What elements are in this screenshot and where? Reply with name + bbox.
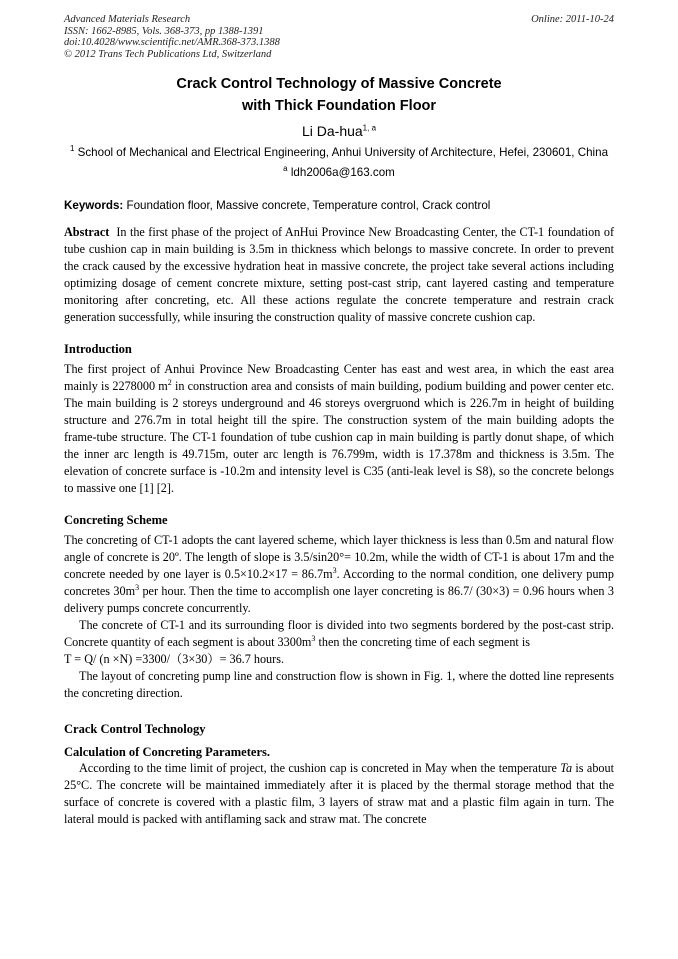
title-line-1: Crack Control Technology of Massive Concrete <box>176 76 502 92</box>
scheme-paragraph-1 <box>64 532 614 617</box>
journal-header <box>64 14 614 60</box>
intro-text-a: The first project of Anhui Province New Broadcasting Center has east and west area, in which the east area mainly is 2278000 m <box>64 362 614 393</box>
abstract-label: Abstract <box>64 225 110 239</box>
title-line-2: with Thick Foundation Floor <box>241 98 437 114</box>
intro-sup: 2 <box>167 377 172 387</box>
intro-paragraph <box>64 361 614 497</box>
scheme-p2-text-a: The concrete of CT-1 and its surrounding floor is divided into two segments bordered by the post-cast strip. Concrete quantity of each segment is about 3300m <box>64 618 614 649</box>
scheme-paragraph-3: The layout of concreting pump line and construction flow is shown in Fig. 1, where the dotted line represents the concreting direction. <box>64 669 614 700</box>
copyright-line: © 2012 Trans Tech Publications Ltd, Switzerland <box>64 48 272 60</box>
keywords-label: Keywords: <box>64 199 124 212</box>
paper-title <box>64 73 614 117</box>
affiliation-text: School of Mechanical and Electrical Engineering, Anhui University of Architecture, Hefei, 230601, China <box>77 146 609 159</box>
affiliation <box>64 145 614 160</box>
email <box>64 166 614 179</box>
doi-line: doi:10.4028/www.scientific.net/AMR.368-373.1388 <box>64 37 280 48</box>
scheme-p2-text-b: then the concreting time of each segment is <box>315 635 530 649</box>
scheme-sup-1: 3 <box>332 565 337 575</box>
crack-heading: Crack Control Technology <box>64 722 206 736</box>
scheme-text-a: The concreting of CT-1 adopts the cant layered scheme, which layer thickness is less than 0.5m and natural flow angle of concrete is 20º. The length of slope is 3.5/sin20°= 10.2m, while the width of CT-1 is about 17m and the concrete needed by one layer is 0.5×10.2×17 = 86.7m <box>64 533 614 581</box>
abstract-text: In the first phase of the project of AnHui Province New Broadcasting Center, the CT-1 foundation of tube cushion cap in main building is 3.5m in thickness which belongs to massive concrete. In order to prevent the crack caused by the excessive hydration heat in massive concrete, the project take several actions including optimizing dosage of cement concrete mixture, setting post-cast strip, cant layered casting and temperature monitoring after concreting, etc. All these actions regulate the concrete temperature and restrain crack generation successfully, while insuring the construction quality of massive concrete cushion cap. <box>64 225 615 324</box>
keywords-text: Foundation floor, Massive concrete, Temperature control, Crack control <box>126 199 491 212</box>
scheme-p2-sup: 3 <box>311 633 316 643</box>
calc-heading: Calculation of Concreting Parameters. <box>64 745 270 759</box>
calc-text-b: is about 25°C. The concrete will be maintained immediately after it is placed by the thermal storage method that the surface of concrete is covered with a plastic film, 3 layers of straw mat and a plastic film again in turn. The lateral mould is packed with antiflaming sack and straw mat. The concrete <box>64 761 614 826</box>
scheme-paragraph-2 <box>64 617 614 651</box>
online-date: Online: 2011-10-24 <box>531 14 614 25</box>
calc-paragraph <box>64 760 614 828</box>
scheme-text-b: . According to the normal condition, one delivery pump concretes 30m <box>64 567 614 598</box>
abstract <box>64 224 614 326</box>
scheme-formula: T = Q/ (n ×N) =3300/（3×30）= 36.7 hours. <box>64 652 284 666</box>
scheme-sup-2: 3 <box>135 582 140 592</box>
scheme-text-c: per hour. Then the time to accomplish one layer concreting is 86.7/ (30×3) = 0.96 hours when 3 delivery pumps concrete concurrently. <box>64 584 614 615</box>
email-sup: a <box>283 164 288 174</box>
journal-name: Advanced Materials Research <box>64 14 191 25</box>
calc-ta-symbol: Ta <box>560 761 573 775</box>
issn-line: ISSN: 1662-8985, Vols. 368-373, pp 1388-1391 <box>64 25 264 37</box>
keywords <box>64 199 614 212</box>
calc-text-a: According to the time limit of project, the cushion cap is concreted in May when the temperature <box>79 761 561 775</box>
author <box>64 123 614 139</box>
paper-page <box>64 14 614 828</box>
affiliation-sup: 1 <box>69 144 75 154</box>
scheme-heading: Concreting Scheme <box>64 513 168 527</box>
email-text: ldh2006a@163.com <box>290 166 395 179</box>
author-name: Li Da-hua <box>301 123 363 139</box>
author-sup: 1, a <box>362 123 377 133</box>
intro-heading: Introduction <box>64 342 132 356</box>
intro-text-b: in construction area and consists of main building, podium building and power center etc. The main building is 2 storeys underground and 46 storeys overgruond which is 226.7m in height of building structure and 276.7m in total height till the spire. The construction system of the main building adopts the frame-tube structure. The CT-1 foundation of tube cushion cap in main building is partly donut shape, of which the inner arc length is 49.715m, outer arc length is 76.799m, width is 17.378m and thickness is 3.5m. The elevation of concrete surface is -10.2m and intensity level is C35 (anti-leak level is S8), so the concrete belongs to massive one [1] [2]. <box>64 379 615 495</box>
